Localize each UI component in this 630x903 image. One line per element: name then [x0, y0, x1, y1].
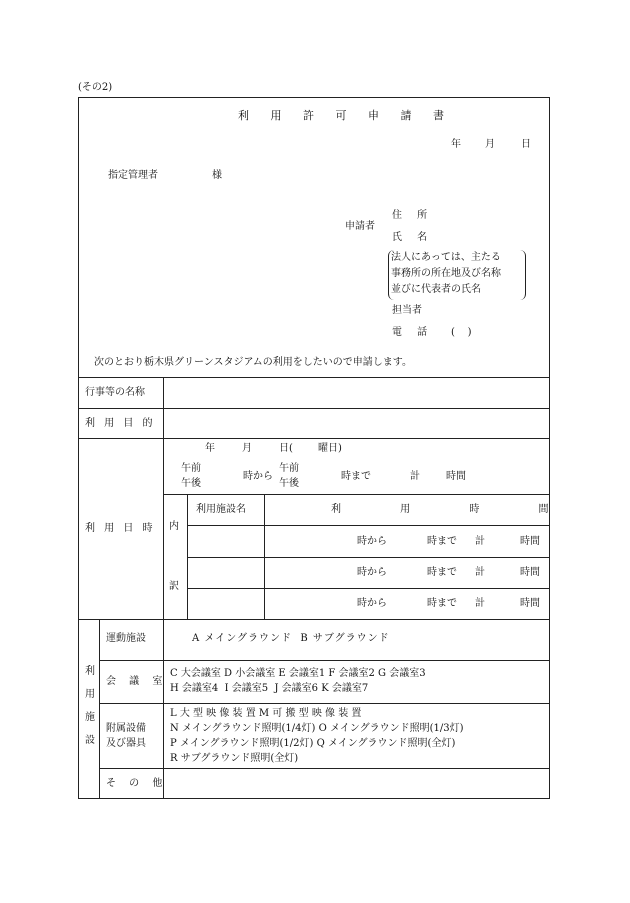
row-until: 時まで	[427, 567, 457, 578]
row-total: 計	[475, 536, 485, 547]
facilities-label: 利	[85, 666, 95, 677]
row-hours: 時間	[520, 567, 540, 578]
page-label: (その2)	[78, 82, 113, 93]
row-until: 時まで	[427, 536, 457, 547]
date-month: 月	[485, 139, 495, 150]
recipient-honorific: 様	[212, 170, 222, 181]
dt-am: 午前	[181, 463, 201, 474]
event-name-field[interactable]	[163, 378, 549, 407]
breakdown-label-top: 内	[169, 521, 179, 532]
row-until: 時まで	[427, 598, 457, 609]
dt-month: 月	[242, 443, 252, 454]
phone-parens: ( )	[451, 327, 472, 338]
dt-until: 時まで	[341, 471, 371, 482]
divider	[264, 494, 265, 619]
other-field[interactable]	[164, 769, 549, 798]
divider	[78, 619, 550, 620]
equipment-line: R サブグラウンド照明(全灯)	[170, 753, 299, 764]
dt-hours: 時間	[446, 471, 466, 482]
row-hours: 時間	[520, 598, 540, 609]
phone-label: 電 話	[392, 327, 434, 338]
divider	[187, 525, 550, 526]
dt-from: 時から	[243, 471, 273, 482]
purpose-label: 利 用 目 的	[85, 418, 156, 429]
request-sentence: 次のとおり栃木県グリーンスタジアムの利用をしたいので申請します。	[94, 357, 412, 368]
dt-pm: 午後	[279, 478, 299, 489]
divider	[99, 660, 550, 661]
form-title: 利 用 許 可 申 請 書	[238, 109, 453, 122]
sports-facility-options: A メイングラウンド B サブグラウンド	[192, 633, 390, 644]
facility-name-header: 利用施設名	[196, 504, 246, 515]
dt-day: 日(	[279, 443, 293, 454]
dt-pm: 午後	[181, 478, 201, 489]
corporate-note-line: 法人にあっては、主たる	[391, 252, 501, 263]
divider	[99, 703, 550, 704]
other-label: そ の 他	[106, 778, 168, 789]
meeting-room-label: 会 議 室	[106, 676, 168, 687]
date-year: 年	[451, 139, 461, 150]
applicant-name-label: 氏 名	[392, 232, 434, 243]
dt-weekday: 曜日)	[318, 443, 342, 454]
dt-total: 計	[410, 471, 420, 482]
event-name-label: 行事等の名称	[85, 387, 145, 398]
contact-person-label: 担当者	[392, 305, 422, 316]
equipment-label: 及び器具	[106, 738, 146, 749]
row-hours: 時間	[520, 536, 540, 547]
corporate-note-line: 並びに代表者の氏名	[391, 284, 481, 295]
row-from: 時から	[357, 536, 387, 547]
divider	[187, 494, 188, 619]
corporate-note-line: 事務所の所在地及び名称	[391, 268, 501, 279]
divider	[187, 557, 550, 558]
divider	[163, 494, 550, 495]
facilities-label: 設	[85, 735, 95, 746]
dt-am: 午前	[279, 463, 299, 474]
facilities-label: 施	[85, 712, 95, 723]
breakdown-label-bottom: 訳	[169, 581, 179, 592]
equipment-line: P メイングラウンド照明(1/2灯) Q メイングラウンド照明(全灯)	[170, 738, 456, 749]
applicant-address-label: 住 所	[392, 210, 434, 221]
recipient-label: 指定管理者	[108, 170, 158, 181]
equipment-line: L 大 型 映 像 装 置 M 可 搬 型 映 像 装 置	[170, 708, 362, 719]
row-total: 計	[475, 567, 485, 578]
equipment-line: N メイングラウンド照明(1/4灯) O メイングラウンド照明(1/3灯)	[170, 723, 464, 734]
divider	[187, 588, 550, 589]
facilities-label: 用	[85, 689, 95, 700]
meeting-room-line: H 会議室4 I 会議室5 J 会議室6 K 会議室7	[170, 683, 369, 694]
divider	[99, 619, 100, 799]
row-from: 時から	[357, 598, 387, 609]
applicant-label: 申請者	[345, 221, 375, 232]
purpose-field[interactable]	[163, 409, 549, 437]
meeting-room-line: C 大会議室 D 小会議室 E 会議室1 F 会議室2 G 会議室3	[170, 668, 426, 679]
equipment-label: 附属設備	[106, 723, 146, 734]
row-from: 時から	[357, 567, 387, 578]
usage-time-header: 利 用 時 間	[331, 504, 577, 515]
sports-facility-label: 運動施設	[106, 633, 146, 644]
date-day: 日	[521, 139, 531, 150]
datetime-label: 利 用 日 時	[85, 523, 156, 534]
row-total: 計	[475, 598, 485, 609]
dt-year: 年	[205, 443, 215, 454]
divider	[78, 438, 550, 439]
